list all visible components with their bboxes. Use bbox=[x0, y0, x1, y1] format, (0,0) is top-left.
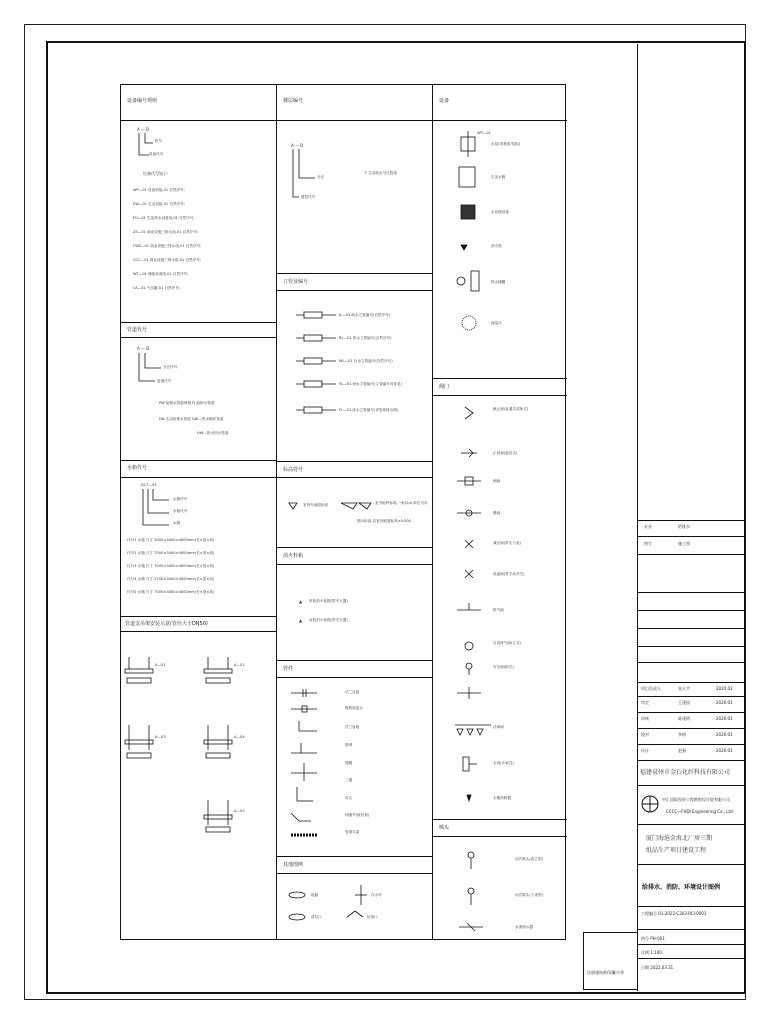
registration-stamp-box bbox=[583, 932, 638, 990]
legend-item: 弯头 bbox=[345, 796, 353, 800]
tb-cell: 专业 bbox=[644, 524, 652, 529]
legend-item: 伸缩节(波纹管) bbox=[345, 813, 370, 817]
legend-item: 法兰盲板 bbox=[345, 725, 360, 729]
legend-item: WL—01 污水立管编号(自然序号) bbox=[339, 359, 393, 363]
stamp-label: 注册建筑师印章 bbox=[587, 970, 615, 975]
legend-item: JL—01 给水立管编号(自然序号) bbox=[339, 313, 391, 317]
legend-item: 水泵(带基座/泵组) bbox=[491, 142, 521, 146]
legend-item: 安全阀(卧式) bbox=[493, 665, 514, 669]
divider bbox=[638, 944, 745, 945]
bracket-label: A—04 bbox=[234, 735, 245, 739]
drawing-info: 图号 PH-001 bbox=[641, 936, 665, 941]
legend-item: PW 给排水管道规格 FJ 给排水管道 bbox=[159, 401, 215, 405]
legend-item: 代号4 水箱 尺寸 2700×3000×4000mm(长×宽×高) bbox=[127, 577, 215, 581]
legend-item: 截止阀(直通式或角式) bbox=[493, 407, 529, 411]
code-label: 分区 bbox=[317, 175, 325, 179]
legend-item: FL—01 废水立管编号(详见给排水图) bbox=[339, 408, 399, 412]
sign-role: 设计 bbox=[641, 748, 649, 753]
legend-item: FH—01 生活热水设备组,01 自然序号; bbox=[133, 216, 195, 220]
legend-item: 单栓消火栓箱(带灭火器) bbox=[309, 599, 348, 603]
bracket-label: A—03 bbox=[155, 735, 166, 739]
code-label: 分区序号 bbox=[163, 365, 178, 369]
code-example: A — B bbox=[137, 346, 150, 351]
legend-item: 代号3 水箱 尺寸 7000×3000×4000mm(长×宽×高) bbox=[127, 564, 215, 568]
code-example: DCT—01 bbox=[141, 483, 157, 487]
legend-item: 自动排气阀(立式) bbox=[493, 641, 521, 645]
legend-item: 止回阀(旋启式) bbox=[493, 451, 518, 455]
title-block bbox=[637, 44, 745, 991]
divider bbox=[638, 906, 745, 907]
legend-item: 闭式喷头(下垂型) bbox=[515, 893, 543, 897]
legend-item: WP—01 设备机组,01 自然序号; bbox=[133, 188, 185, 192]
company-logo-icon bbox=[638, 44, 668, 834]
legend-item: 清扫口 bbox=[311, 915, 322, 919]
legend-item: ZS—01 商业设施三排水组,01 自然序号; bbox=[133, 230, 199, 234]
legend-item: EW—01 生活泵组,01 自然序号; bbox=[133, 202, 185, 206]
section-title-fire: 消火栓箱 bbox=[283, 553, 304, 559]
bracket-label: A—02 bbox=[234, 663, 245, 667]
section-title-riser: 立管及编号 bbox=[283, 279, 309, 285]
sign-role: 项目负责人 bbox=[641, 686, 661, 691]
sign-name: 张天宇 bbox=[678, 686, 690, 691]
code-label: 水箱代号 bbox=[173, 509, 188, 513]
legend-item: 双栓消火栓箱(带灭火器) bbox=[309, 618, 348, 622]
drawing-info: 比例 1:100 bbox=[641, 950, 662, 955]
legend-item: YL—01 雨水立管编号(立管编号具体见) bbox=[339, 382, 403, 386]
sign-date: 2020.03 bbox=[716, 732, 733, 737]
designer-name-en: CCCC—FHDI Engineering Co., Ltd. bbox=[666, 809, 734, 814]
legend-item: LA—01 气压罐,01 自然序号; bbox=[133, 286, 181, 290]
sign-role: 审定 bbox=[641, 700, 649, 705]
sign-name: 陈建明 bbox=[678, 716, 690, 721]
legend-item: 水流指示器 bbox=[515, 925, 533, 929]
legend-item: FWS—01 商业设施三排水组,01 自然序号; bbox=[133, 244, 202, 248]
legend-item: 管道支架 bbox=[345, 830, 360, 834]
legend-item: 管堵 bbox=[345, 743, 353, 747]
sign-role: 审核 bbox=[641, 716, 649, 721]
legend-item: 蝶阀 bbox=[493, 511, 501, 515]
legend-item: 法兰连接 bbox=[345, 690, 360, 694]
sprinkler-symbols bbox=[121, 85, 567, 935]
legend-item: RL—01 热水立管编号(自然序号) bbox=[339, 336, 392, 340]
legend-item: 电磁阀(带手动开关) bbox=[493, 572, 525, 576]
divider bbox=[638, 929, 745, 930]
sign-date: 2020.03 bbox=[716, 686, 733, 691]
legend-item: 地漏 bbox=[311, 893, 319, 897]
legend-item: 水表(水表井) bbox=[493, 761, 514, 765]
fire-hydrant-icon: ▲ bbox=[299, 599, 303, 604]
legend-item: HW—热水回水管道 bbox=[197, 431, 229, 435]
sign-date: 2020.03 bbox=[716, 716, 733, 721]
sign-date: 2020.03 bbox=[716, 748, 733, 753]
section-title-level: 标高符号 bbox=[283, 467, 304, 473]
code-label: 水箱序号 bbox=[173, 497, 188, 501]
legend-item: 水处理设备 bbox=[491, 210, 509, 214]
intro-text: 设备代号如下: bbox=[143, 171, 169, 176]
section-title-floor: 楼层编号 bbox=[283, 98, 304, 104]
legend-item: DN 生活给排水管道 GW—热水循环管道 bbox=[159, 417, 224, 421]
section-title-valve: 阀门 bbox=[439, 384, 450, 390]
bracket-label: A—01 bbox=[155, 663, 166, 667]
designer-name: 中汇国际投资工程勘察设计院有限公司 bbox=[662, 797, 730, 802]
legend-item: 代号5 水箱 尺寸 7000×3000×4000mm(长×宽×高) bbox=[127, 590, 215, 594]
code-label: 楼层代号 bbox=[301, 195, 316, 199]
legend-item: 闸阀 bbox=[493, 479, 501, 483]
legend-item: 消火栓 bbox=[491, 244, 502, 248]
section-title-pipe-code: 管道代号 bbox=[127, 327, 148, 333]
section-title-fitting: 管件 bbox=[283, 666, 294, 672]
project-name: 厦门海沧金海北厂房三期 bbox=[646, 835, 713, 842]
legend-item: 水锤消除器 bbox=[493, 796, 511, 800]
sign-name: 王建国 bbox=[678, 700, 690, 705]
divider bbox=[638, 958, 745, 959]
drawing-title: 给排水、消防、环境设计图例 bbox=[642, 884, 721, 891]
legend-item: CCC—01 商业设施三排水组,01 自然序号; bbox=[133, 258, 202, 262]
project-name: 纸品生产项目建设工程 bbox=[646, 847, 707, 854]
section-title-other: 其他图例 bbox=[283, 862, 304, 868]
legend-item: 三通 bbox=[345, 778, 353, 782]
legend-item: WT—01 储备设备组,01 自然序号; bbox=[133, 272, 189, 276]
legend-item: 管帽 bbox=[345, 761, 353, 765]
legend-item: 闭式喷头(直立型) bbox=[515, 857, 543, 861]
legend-item: 代号1 水箱 尺寸 5000×3000×4000mm(长×宽×高) bbox=[127, 538, 215, 542]
code-example: A — B bbox=[137, 127, 150, 132]
section-title-tank-code: 水箱代号 bbox=[127, 465, 148, 471]
section-title-equipment-code: 设备编号规则 bbox=[127, 98, 158, 104]
tb-cell: 施工图 bbox=[678, 541, 690, 546]
bracket-label: A—05 bbox=[234, 809, 245, 813]
legend-item: 生活水箱 bbox=[491, 175, 506, 179]
legend-item: 图示标高,以室内地面标高±0.000 bbox=[357, 519, 411, 523]
legend-item: 室外地坪标高,一般以m,单位为米 bbox=[375, 501, 428, 505]
divider bbox=[638, 824, 745, 825]
legend-item: 代号2 水箱 尺寸 7000×3000×4000mm(长×宽×高) bbox=[127, 551, 215, 555]
section-title-equip: 设备 bbox=[439, 98, 450, 104]
tb-cell: 给排水 bbox=[678, 524, 690, 529]
code-label: 设备代号 bbox=[149, 152, 164, 156]
drawing-info: 日期 2022.03.31 bbox=[641, 965, 674, 970]
section-title-sprinkler: 喷头 bbox=[439, 825, 450, 831]
legend-table bbox=[120, 84, 566, 940]
sign-name: 赵强 bbox=[678, 748, 686, 753]
tb-cell: 图号 bbox=[644, 541, 652, 546]
sign-role: 校对 bbox=[641, 732, 649, 737]
floor-note: F 生活给水分区管道 bbox=[365, 171, 397, 175]
client-name: 福建泉州市金石化纤科技有限公司 bbox=[640, 769, 731, 776]
sign-name: 李明 bbox=[678, 732, 686, 737]
legend-item: 存水弯 bbox=[371, 893, 382, 897]
legend-item: 检查口 bbox=[367, 915, 378, 919]
legend-item: 浮球阀 bbox=[493, 725, 504, 729]
stamp-signature: 张兴华 bbox=[612, 970, 624, 975]
legend-item: 热水储罐 bbox=[491, 280, 506, 284]
equipment-tag: WP—01 bbox=[477, 131, 491, 135]
divider bbox=[638, 864, 745, 865]
legend-item: 排气阀 bbox=[493, 608, 504, 612]
legend-item: 流量计 bbox=[491, 321, 502, 325]
code-label: 水箱 bbox=[173, 521, 181, 525]
legend-item: 减压阀(带压力表) bbox=[493, 541, 521, 545]
legend-item: 室内外地面标高 bbox=[303, 503, 329, 507]
code-label: 机号 bbox=[155, 139, 163, 143]
code-label: 管道代号 bbox=[157, 379, 172, 383]
sign-date: 2020.03 bbox=[716, 700, 733, 705]
code-example: A — B bbox=[291, 143, 304, 148]
section-title-bracket: 管道支吊架安装示意(管径大于DN50) bbox=[125, 621, 208, 627]
legend-item: 橡胶软接头 bbox=[345, 706, 363, 710]
fire-hydrant-icon: ▲ bbox=[299, 618, 303, 623]
drawing-info: 工程编号 01-2022-C203-RCI-0001 bbox=[641, 911, 707, 916]
